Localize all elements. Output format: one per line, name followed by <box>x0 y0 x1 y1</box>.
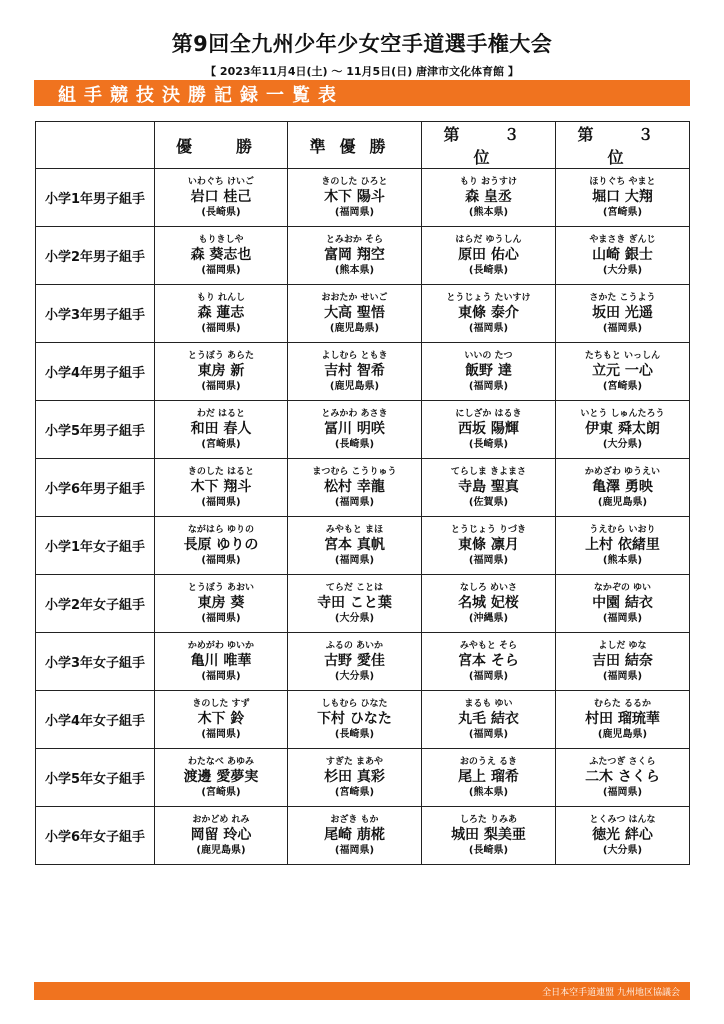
athlete-name: 岩口 桂己 <box>190 189 252 205</box>
athlete-name: 木下 翔斗 <box>190 479 252 495</box>
athlete-name: 東條 泰介 <box>458 305 519 321</box>
runner-up-cell <box>288 633 422 691</box>
name-reading: とみおか そら <box>325 235 384 245</box>
category-cell: 小学1年女子組手 <box>36 517 155 575</box>
prefecture: (福岡県) <box>468 671 509 682</box>
prefecture: (宮崎県) <box>602 381 643 392</box>
athlete-name: 尾崎 萠椛 <box>324 827 385 843</box>
name-reading: もり れんし <box>196 293 246 303</box>
name-reading: とうじょう りづき <box>450 525 527 535</box>
category-cell: 小学1年男子組手 <box>36 169 155 227</box>
athlete-name: 亀澤 勇映 <box>592 479 653 495</box>
winner-cell <box>155 169 288 227</box>
prefecture: (大分県) <box>602 265 643 276</box>
winner-cell <box>155 285 288 343</box>
athlete-name: 森 葵志也 <box>190 247 252 263</box>
table-row <box>36 227 690 285</box>
prefecture: (大分県) <box>334 671 375 682</box>
name-reading: てらだ ことは <box>325 583 384 593</box>
athlete-name: 徳光 絆心 <box>592 827 653 843</box>
athlete-name: 西坂 陽輝 <box>458 421 519 437</box>
prefecture: (長崎県) <box>468 265 509 276</box>
prefecture: (宮崎県) <box>334 787 375 798</box>
athlete-name: 宮本 真帆 <box>324 537 385 553</box>
third-a-cell <box>422 227 556 285</box>
third-a-cell <box>422 169 556 227</box>
third-a-cell <box>422 749 556 807</box>
name-reading: とうじょう たいすけ <box>446 293 531 303</box>
third-b-cell <box>556 227 690 285</box>
prefecture: (鹿児島県) <box>329 323 380 334</box>
runner-up-cell <box>288 575 422 633</box>
third-b-cell <box>556 517 690 575</box>
athlete-name: 木下 鈴 <box>197 711 245 727</box>
prefecture: (福岡県) <box>201 497 241 508</box>
prefecture: (大分県) <box>334 613 375 624</box>
name-reading: みやもと まほ <box>325 525 384 535</box>
prefecture: (福岡県) <box>468 323 509 334</box>
athlete-name: 伊東 舜太朗 <box>585 421 660 437</box>
name-reading: まつむら こうりゅう <box>312 467 397 477</box>
name-reading: きのした はると <box>187 467 255 477</box>
athlete-name: 渡邊 愛夢実 <box>183 769 259 785</box>
athlete-name: 森 蓮志 <box>197 305 245 321</box>
third-a-cell <box>422 459 556 517</box>
athlete-name: 東房 葵 <box>197 595 245 611</box>
athlete-name: 堀口 大翔 <box>592 189 653 205</box>
category-cell: 小学4年女子組手 <box>36 691 155 749</box>
name-reading: もり おうすけ <box>459 177 518 187</box>
header-blank <box>36 122 155 169</box>
category-cell: 小学6年女子組手 <box>36 807 155 865</box>
name-reading: なかぞの ゆい <box>593 583 652 593</box>
prefecture: (福岡県) <box>201 265 241 276</box>
footer-bar <box>34 982 690 1000</box>
name-reading: ながはら ゆりの <box>187 525 255 535</box>
third-a-cell <box>422 691 556 749</box>
table-row <box>36 807 690 865</box>
section-banner <box>34 80 690 106</box>
name-reading: かめざわ ゆうえい <box>584 467 661 477</box>
athlete-name: 村田 瑠琉華 <box>585 711 660 727</box>
third-b-cell <box>556 807 690 865</box>
athlete-name: 冨川 明咲 <box>324 421 385 437</box>
prefecture: (宮崎県) <box>201 439 241 450</box>
third-b-cell <box>556 575 690 633</box>
table-row <box>36 517 690 575</box>
prefecture: (大分県) <box>602 439 643 450</box>
name-reading: わたなべ あゆみ <box>187 757 255 767</box>
athlete-name: 富岡 翔空 <box>324 247 385 263</box>
name-reading: たちもと いっしん <box>584 351 661 361</box>
prefecture: (熊本県) <box>468 787 509 798</box>
runner-up-cell <box>288 343 422 401</box>
prefecture: (宮崎県) <box>602 207 643 218</box>
prefecture: (鹿児島県) <box>597 497 648 508</box>
header-runner-up: 準優勝 <box>288 122 422 169</box>
name-reading: しろた りみあ <box>459 815 518 825</box>
winner-cell <box>155 517 288 575</box>
table-row <box>36 459 690 517</box>
athlete-name: 城田 梨美亜 <box>451 827 526 843</box>
third-a-cell <box>422 807 556 865</box>
prefecture: (長崎県) <box>201 207 241 218</box>
athlete-name: 亀川 唯華 <box>190 653 252 669</box>
page-title: 第9回全九州少年少女空手道選手権大会 <box>171 32 553 56</box>
prefecture: (福岡県) <box>602 671 643 682</box>
category-cell: 小学3年男子組手 <box>36 285 155 343</box>
third-a-cell <box>422 343 556 401</box>
name-reading: てらしま きよまさ <box>450 467 527 477</box>
name-reading: にしざか はるき <box>455 409 522 419</box>
category-cell: 小学5年女子組手 <box>36 749 155 807</box>
prefecture: (熊本県) <box>334 265 375 276</box>
name-reading: みやもと そら <box>459 641 518 651</box>
name-reading: よしむら ともき <box>321 351 388 361</box>
third-a-cell <box>422 401 556 459</box>
athlete-name: 丸毛 結衣 <box>458 711 519 727</box>
athlete-name: 吉田 結奈 <box>592 653 653 669</box>
header-row <box>36 122 690 169</box>
third-b-cell <box>556 749 690 807</box>
prefecture: (長崎県) <box>334 439 375 450</box>
prefecture: (福岡県) <box>468 381 509 392</box>
prefecture: (福岡県) <box>334 845 375 856</box>
athlete-name: 尾上 瑠希 <box>458 769 519 785</box>
runner-up-cell <box>288 227 422 285</box>
third-b-cell <box>556 169 690 227</box>
prefecture: (福岡県) <box>468 729 509 740</box>
table-row <box>36 749 690 807</box>
runner-up-cell <box>288 459 422 517</box>
third-b-cell <box>556 343 690 401</box>
prefecture: (長崎県) <box>468 845 509 856</box>
prefecture: (福岡県) <box>334 555 375 566</box>
table-row <box>36 343 690 401</box>
prefecture: (福岡県) <box>468 555 509 566</box>
name-reading: とくみつ はんな <box>589 815 656 825</box>
prefecture: (大分県) <box>602 845 643 856</box>
winner-cell <box>155 575 288 633</box>
prefecture: (熊本県) <box>468 207 509 218</box>
third-a-cell <box>422 285 556 343</box>
runner-up-cell <box>288 691 422 749</box>
prefecture: (福岡県) <box>201 323 241 334</box>
athlete-name: 東房 新 <box>197 363 245 379</box>
header-third-a: 第 ３ 位 <box>422 122 556 169</box>
name-reading: しもむら ひなた <box>321 699 388 709</box>
athlete-name: 宮本 そら <box>458 653 519 669</box>
name-reading: ほりぐち やまと <box>589 177 656 187</box>
runner-up-cell <box>288 807 422 865</box>
third-a-cell <box>422 633 556 691</box>
prefecture: (熊本県) <box>602 555 643 566</box>
name-reading: まるも ゆい <box>464 699 513 709</box>
name-reading: きのした ひろと <box>321 177 388 187</box>
name-reading: おおたか せいご <box>321 293 388 303</box>
athlete-name: 和田 春人 <box>190 421 252 437</box>
prefecture: (鹿児島県) <box>196 845 246 856</box>
category-cell: 小学2年女子組手 <box>36 575 155 633</box>
winner-cell <box>155 807 288 865</box>
category-cell: 小学2年男子組手 <box>36 227 155 285</box>
prefecture: (鹿児島県) <box>329 381 380 392</box>
athlete-name: 古野 愛佳 <box>324 653 385 669</box>
winner-cell <box>155 343 288 401</box>
table-row <box>36 169 690 227</box>
athlete-name: 大高 聖悟 <box>324 305 385 321</box>
third-b-cell <box>556 285 690 343</box>
athlete-name: 吉村 智希 <box>324 363 385 379</box>
winner-cell <box>155 691 288 749</box>
category-cell: 小学6年男子組手 <box>36 459 155 517</box>
name-reading: おかどめ れみ <box>192 815 250 825</box>
athlete-name: 下村 ひなた <box>317 711 392 727</box>
runner-up-cell <box>288 749 422 807</box>
prefecture: (福岡県) <box>201 729 241 740</box>
name-reading: わだ はると <box>196 409 246 419</box>
runner-up-cell <box>288 169 422 227</box>
prefecture: (宮崎県) <box>201 787 241 798</box>
runner-up-cell <box>288 517 422 575</box>
athlete-name: 原田 佑心 <box>458 247 519 263</box>
prefecture: (福岡県) <box>602 787 643 798</box>
third-a-cell <box>422 517 556 575</box>
winner-cell <box>155 401 288 459</box>
winner-cell <box>155 459 288 517</box>
table-row <box>36 633 690 691</box>
prefecture: (長崎県) <box>468 439 509 450</box>
athlete-name: 山崎 銀士 <box>592 247 653 263</box>
prefecture: (佐賀県) <box>468 497 509 508</box>
athlete-name: 木下 陽斗 <box>324 189 385 205</box>
name-reading: ふるの あいか <box>325 641 384 651</box>
name-reading: とうぼう あらた <box>187 351 255 361</box>
prefecture: (福岡県) <box>602 323 643 334</box>
third-b-cell <box>556 459 690 517</box>
athlete-name: 森 皇丞 <box>465 189 512 205</box>
prefecture: (福岡県) <box>334 497 375 508</box>
footer-org: 全日本空手道連盟 九州地区協議会 <box>542 988 680 998</box>
winner-cell <box>155 227 288 285</box>
category-cell: 小学3年女子組手 <box>36 633 155 691</box>
third-b-cell <box>556 633 690 691</box>
name-reading: ふたつぎ さくら <box>589 757 656 767</box>
header-third-b: 第 ３ 位 <box>556 122 690 169</box>
name-reading: よしだ ゆな <box>598 641 647 651</box>
results-body <box>36 169 690 865</box>
name-reading: かめがわ ゆいか <box>187 641 255 651</box>
name-reading: いいの たつ <box>464 351 513 361</box>
athlete-name: 飯野 達 <box>465 363 512 379</box>
athlete-name: 二木 さくら <box>585 769 660 785</box>
athlete-name: 長原 ゆりの <box>183 537 259 553</box>
category-cell: 小学5年男子組手 <box>36 401 155 459</box>
header-winner: 優 勝 <box>155 122 288 169</box>
name-reading: いとう しゅんたろう <box>580 409 665 419</box>
athlete-name: 上村 依緒里 <box>585 537 660 553</box>
athlete-name: 名城 妃桜 <box>458 595 519 611</box>
table-row <box>36 575 690 633</box>
prefecture: (沖縄県) <box>468 613 509 624</box>
name-reading: すぎた まあや <box>325 757 384 767</box>
name-reading: おのうえ るき <box>459 757 518 767</box>
banner-label: 組手競技決勝記録一覧表 <box>58 85 344 106</box>
name-reading: うえむら いおり <box>589 525 656 535</box>
prefecture: (鹿児島県) <box>597 729 648 740</box>
name-reading: きのした すず <box>192 699 250 709</box>
prefecture: (福岡県) <box>201 381 241 392</box>
name-reading: とみかわ あさき <box>321 409 388 419</box>
name-reading: もりきしや <box>198 235 244 245</box>
name-reading: なしろ めいさ <box>459 583 518 593</box>
athlete-name: 立元 一心 <box>592 363 653 379</box>
runner-up-cell <box>288 285 422 343</box>
prefecture: (長崎県) <box>334 729 375 740</box>
name-reading: むらた るるか <box>593 699 652 709</box>
athlete-name: 岡留 玲心 <box>190 827 252 843</box>
name-reading: おざき もか <box>330 815 379 825</box>
results-table <box>35 121 698 865</box>
prefecture: (福岡県) <box>602 613 643 624</box>
name-reading: いわぐち けいご <box>187 177 255 187</box>
athlete-name: 松村 幸龍 <box>324 479 385 495</box>
third-b-cell <box>556 401 690 459</box>
name-reading: はらだ ゆうしん <box>455 235 522 245</box>
prefecture: (福岡県) <box>201 555 241 566</box>
athlete-name: 杉田 真彩 <box>324 769 385 785</box>
prefecture: (福岡県) <box>201 671 241 682</box>
prefecture: (福岡県) <box>334 207 375 218</box>
event-date-venue: 【 2023年11月4日(土) 〜 11月5日(日) 唐津市文化体育館 】 <box>205 65 519 78</box>
third-b-cell <box>556 691 690 749</box>
athlete-name: 坂田 光遥 <box>592 305 653 321</box>
name-reading: とうぼう あおい <box>187 583 255 593</box>
name-reading: やまさき ぎんじ <box>589 235 656 245</box>
athlete-name: 中園 結衣 <box>592 595 653 611</box>
name-reading: さかた こうよう <box>589 293 656 303</box>
table-row <box>36 285 690 343</box>
table-row <box>36 401 690 459</box>
prefecture: (福岡県) <box>201 613 241 624</box>
runner-up-cell <box>288 401 422 459</box>
athlete-name: 東條 凛月 <box>458 537 519 553</box>
winner-cell <box>155 633 288 691</box>
athlete-name: 寺島 聖真 <box>458 479 519 495</box>
table-row <box>36 691 690 749</box>
category-cell: 小学4年男子組手 <box>36 343 155 401</box>
third-a-cell <box>422 575 556 633</box>
winner-cell <box>155 749 288 807</box>
athlete-name: 寺田 こと葉 <box>317 595 392 611</box>
